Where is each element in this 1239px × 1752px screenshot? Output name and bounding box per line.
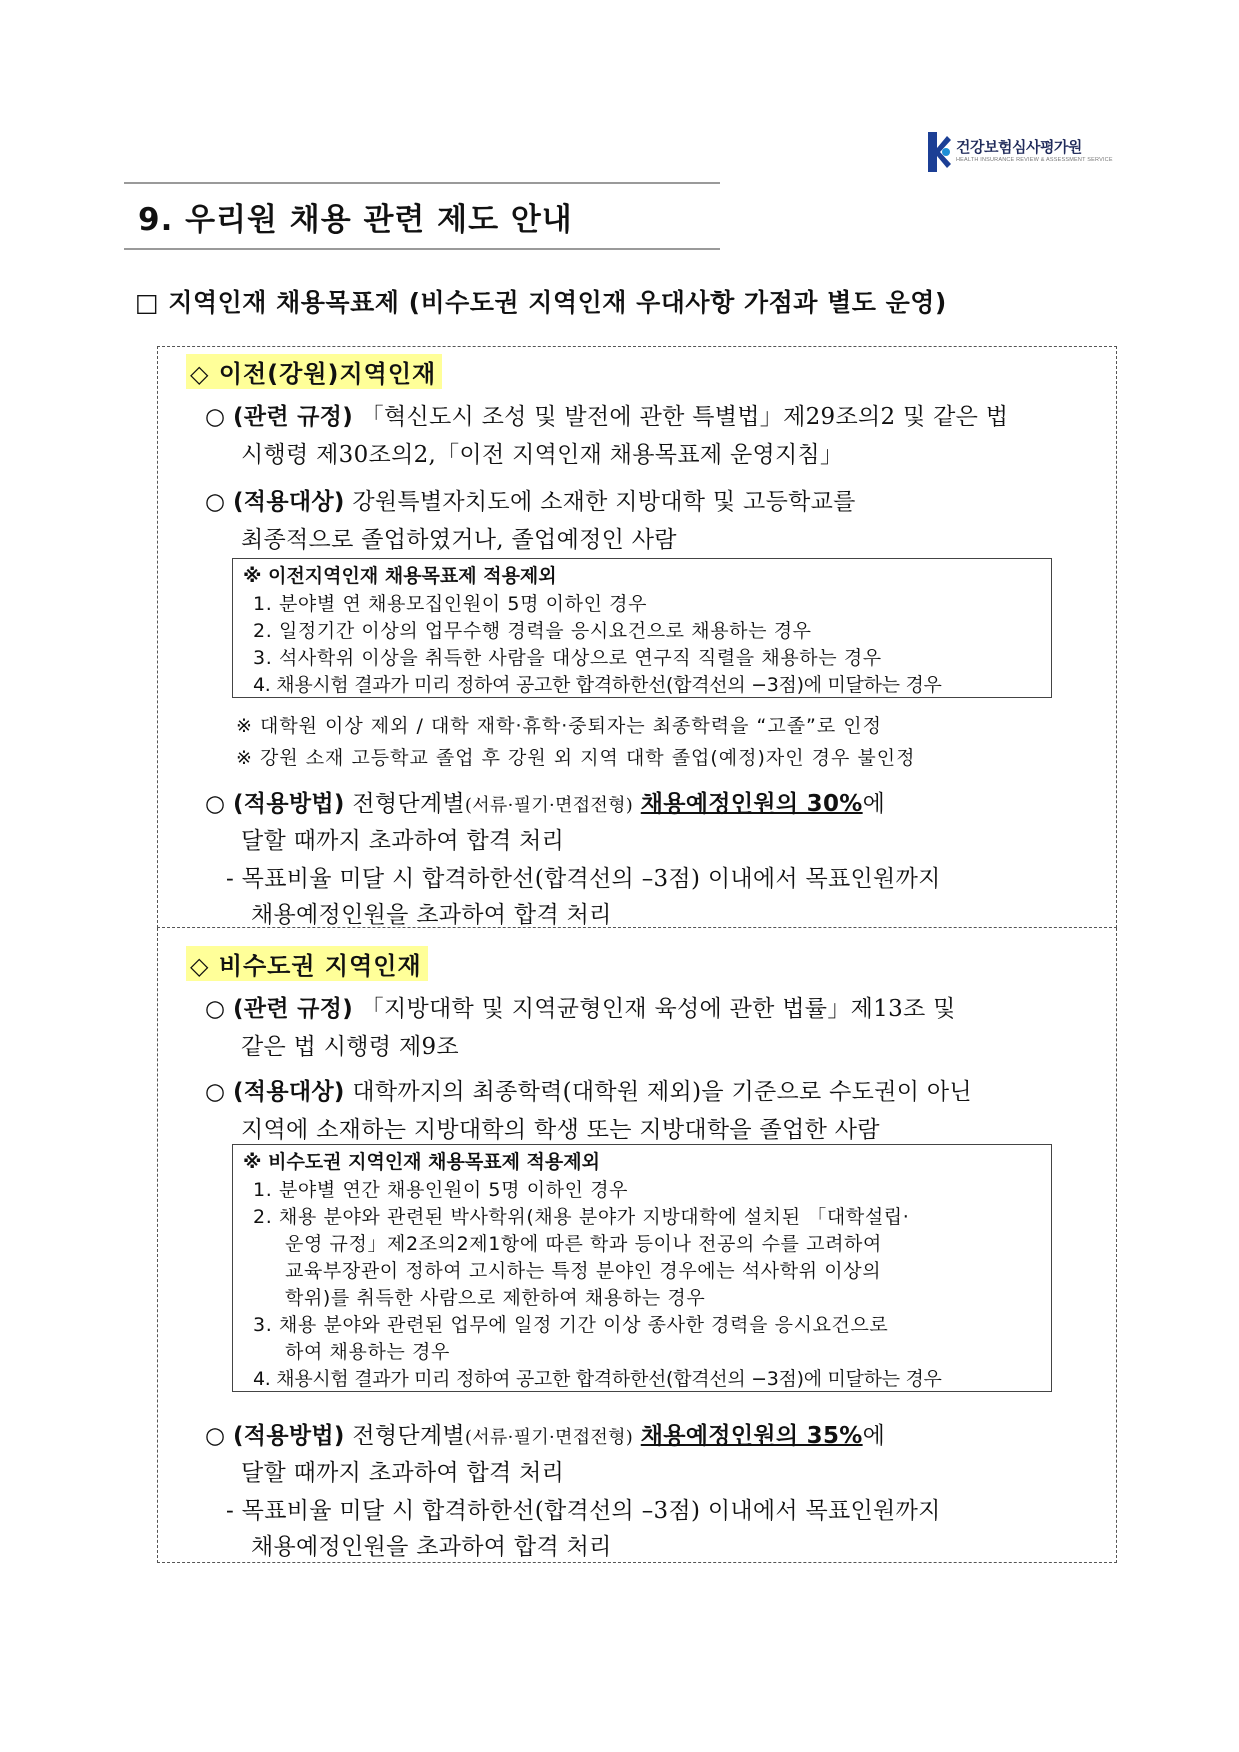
- block2-method-line1: [205, 1417, 885, 1450]
- block1-target-line2: 최종적으로 졸업하였거나, 졸업예정인 사람: [241, 527, 677, 553]
- bullet-marker: ○: [205, 404, 226, 430]
- block1-note: ※ 강원 소재 고등학교 졸업 후 강원 외 지역 대학 졸업(예정)자인 경우 불인정: [236, 747, 916, 769]
- exclusion-item: 1. 분야별 연 채용모집인원이 5명 이하인 경우: [253, 593, 648, 615]
- block1-method-line1: [205, 785, 885, 818]
- method-text: 전형단계별: [352, 1423, 465, 1449]
- exclusion-item: 2. 채용 분야와 관련된 박사학위(채용 분야가 지방대학에 설치된 「대학설립·: [253, 1206, 910, 1228]
- bullet-marker: ○: [205, 996, 226, 1022]
- exclusion-item: 운영 규정」제2조의2제1항에 따른 학과 등이나 전공의 수를 고려하여: [285, 1233, 882, 1255]
- block1-method-dash1: - 목표비율 미달 시 합격하한선(합격선의 –3점) 이내에서 목표인원까지: [226, 866, 941, 892]
- method-label: (적용방법): [233, 1423, 345, 1449]
- exclusion-title: ※ 비수도권 지역인재 채용목표제 적용제외: [243, 1151, 600, 1173]
- method-label: (적용방법): [233, 791, 345, 817]
- block1-target-line1: [205, 483, 856, 516]
- block2-regulation-line1: [205, 990, 956, 1023]
- block1-regulation-line2: 시행령 제30조의2,「이전 지역인재 채용목표제 운영지침」: [241, 442, 844, 468]
- block1-note: ※ 대학원 이상 제외 / 대학 재학·휴학·중퇴자는 최종학력을 “고졸”로 인정: [236, 715, 883, 737]
- method-stages: (서류·필기·면접전형): [464, 1427, 634, 1448]
- bullet-marker: ○: [205, 1423, 226, 1449]
- block2-method-line2: 달할 때까지 초과하여 합격 처리: [241, 1460, 565, 1486]
- method-suffix: 에: [862, 1423, 886, 1449]
- target-text: 대학까지의 최종학력(대학원 제외)을 기준으로 수도권이 아닌: [352, 1079, 972, 1105]
- block2-regulation-line2: 같은 법 시행령 제9조: [241, 1034, 459, 1060]
- block2-target-line1: [205, 1073, 972, 1106]
- org-logo: [925, 130, 1113, 176]
- target-label: (적용대상): [233, 489, 345, 515]
- method-emphasis: 채용예정인원의 30%: [640, 791, 863, 817]
- block1-exclusion-box: [232, 558, 1052, 698]
- page-title-box: [124, 182, 720, 250]
- block1-heading: ◇ 이전(강원)지역인재: [186, 354, 442, 389]
- org-name: 건강보험심사평가원: [956, 138, 1082, 156]
- method-suffix: 에: [862, 791, 886, 817]
- block1-regulation-line1: [205, 398, 1008, 431]
- exclusion-item: 학위)를 취득한 사람으로 제한하여 채용하는 경우: [285, 1287, 706, 1309]
- logo-mark-icon: [925, 130, 953, 174]
- method-emphasis: 채용예정인원의 35%: [640, 1423, 863, 1449]
- exclusion-item: 1. 분야별 연간 채용인원이 5명 이하인 경우: [253, 1179, 629, 1201]
- exclusion-item: 2. 일정기간 이상의 업무수행 경력을 응시요건으로 채용하는 경우: [253, 620, 812, 642]
- block2-method-dash1: - 목표비율 미달 시 합격하한선(합격선의 –3점) 이내에서 목표인원까지: [226, 1498, 941, 1524]
- regulation-label: (관련 규정): [233, 996, 354, 1022]
- bullet-marker: ○: [205, 489, 226, 515]
- section-heading: □ 지역인재 채용목표제 (비수도권 지역인재 우대사항 가점과 별도 운영): [135, 288, 947, 317]
- exclusion-item: 교육부장관이 정하여 고시하는 특정 분야인 경우에는 석사학위 이상의: [285, 1260, 882, 1282]
- block2-method-dash2: 채용예정인원을 초과하여 합격 처리: [251, 1534, 612, 1560]
- target-text: 강원특별자치도에 소재한 지방대학 및 고등학교를: [352, 489, 856, 515]
- method-stages: (서류·필기·면접전형): [464, 795, 634, 816]
- regulation-text: 「혁신도시 조성 및 발전에 관한 특별법」제29조의2 및 같은 법: [360, 404, 1009, 430]
- exclusion-item: 4. 채용시험 결과가 미리 정하여 공고한 합격하한선(합격선의 −3점)에 미달하는 경우: [253, 674, 942, 696]
- exclusion-item: 4. 채용시험 결과가 미리 정하여 공고한 합격하한선(합격선의 −3점)에 미달하는 경우: [253, 1368, 942, 1390]
- block2-exclusion-box: [232, 1144, 1052, 1392]
- block1-method-line2: 달할 때까지 초과하여 합격 처리: [241, 828, 565, 854]
- page-title: 9. 우리원 채용 관련 제도 안내: [138, 202, 573, 238]
- bullet-marker: ○: [205, 791, 226, 817]
- exclusion-title: ※ 이전지역인재 채용목표제 적용제외: [243, 565, 557, 587]
- exclusion-item: 하여 채용하는 경우: [285, 1341, 450, 1363]
- block1-method-dash2: 채용예정인원을 초과하여 합격 처리: [251, 902, 612, 928]
- org-name-en: HEALTH INSURANCE REVIEW & ASSESSMENT SERVICE: [956, 157, 1113, 163]
- bullet-marker: ○: [205, 1079, 226, 1105]
- exclusion-item: 3. 석사학위 이상을 취득한 사람을 대상으로 연구직 직렬을 채용하는 경우: [253, 647, 882, 669]
- block2-heading: ◇ 비수도권 지역인재: [186, 946, 428, 981]
- regulation-text: 「지방대학 및 지역균형인재 육성에 관한 법률」제13조 및: [360, 996, 956, 1022]
- target-label: (적용대상): [233, 1079, 345, 1105]
- exclusion-item: 3. 채용 분야와 관련된 업무에 일정 기간 이상 종사한 경력을 응시요건으로: [253, 1314, 889, 1336]
- method-text: 전형단계별: [352, 791, 465, 817]
- block2-target-line2: 지역에 소재하는 지방대학의 학생 또는 지방대학을 졸업한 사람: [241, 1117, 880, 1143]
- regulation-label: (관련 규정): [233, 404, 354, 430]
